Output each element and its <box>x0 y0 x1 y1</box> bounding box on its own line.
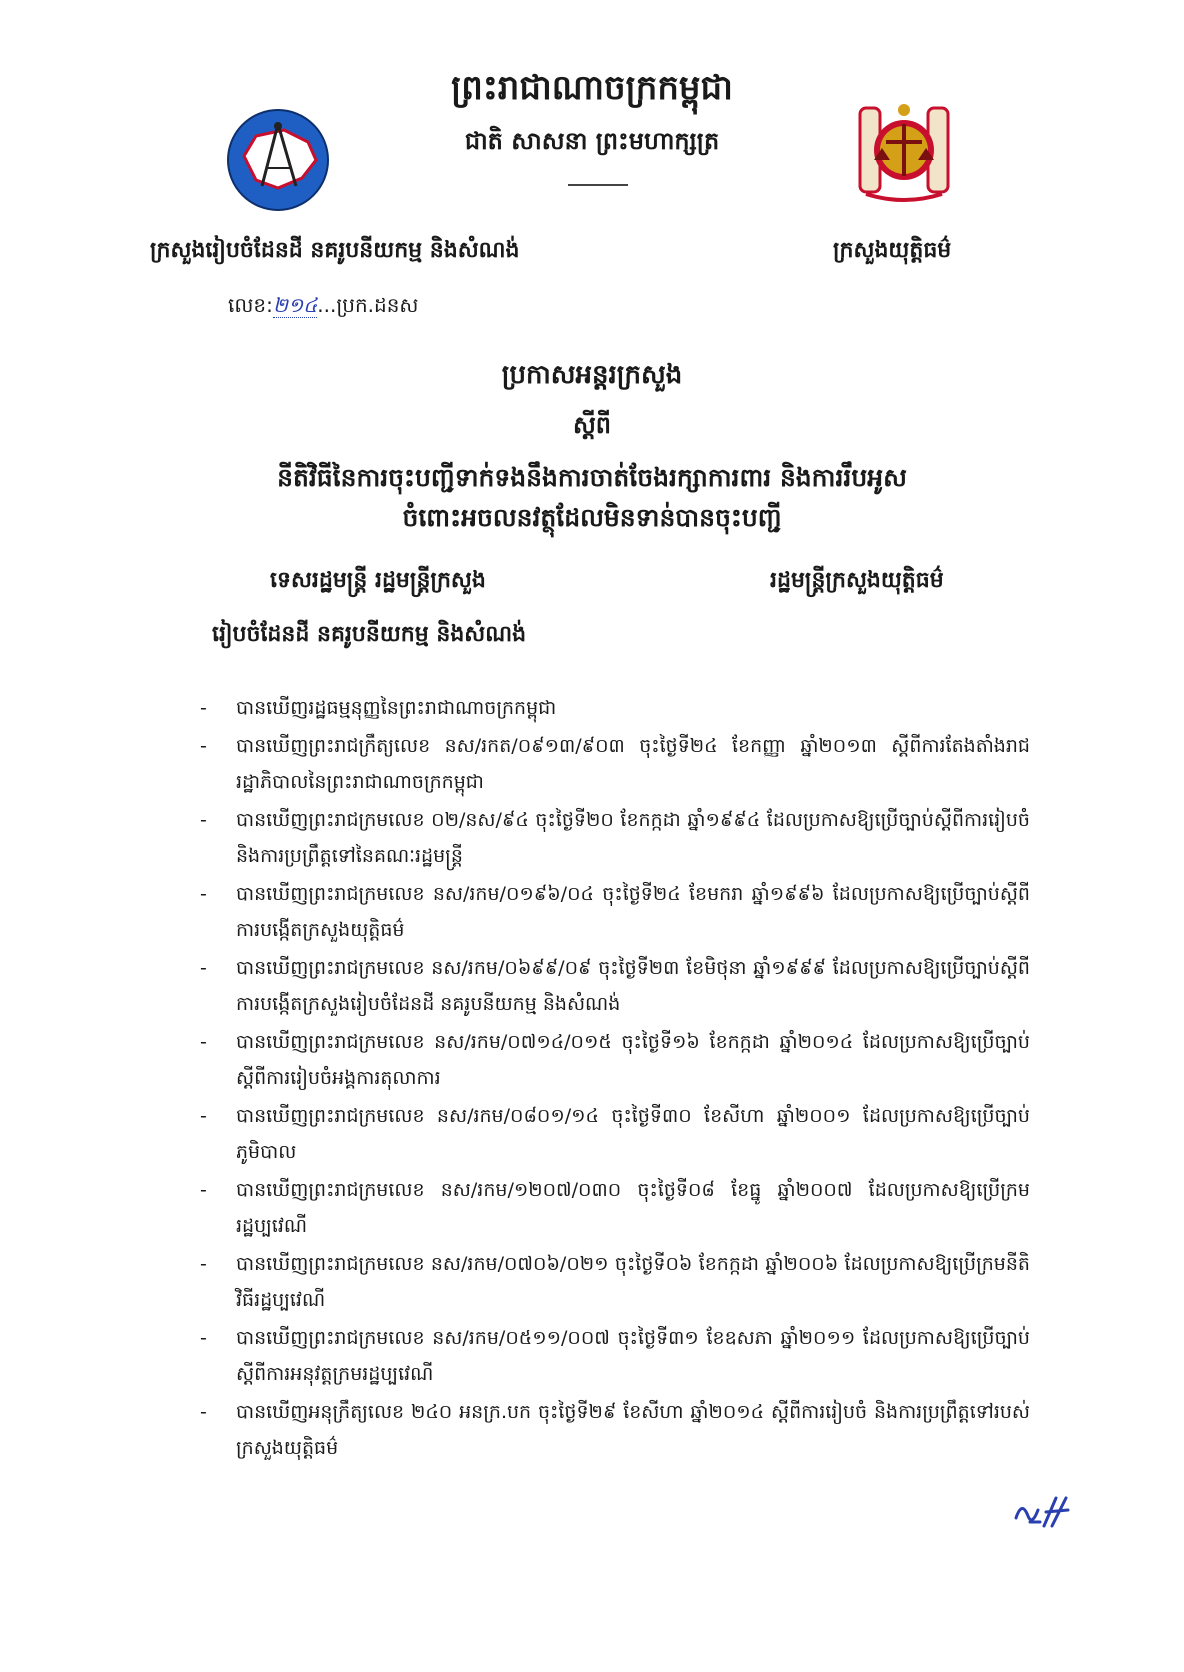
consideration-text: បានឃើញព្រះរាជក្រមលេខ នស/រកម/០៨០១/១៤ ចុះថ្ងៃទី៣០ ខែសីហា ឆ្នាំ២០០១ ដែលប្រកាសឱ្យប្រើច្បាប់ភូមិបាល <box>236 1105 1030 1163</box>
subject-line-2: ចំពោះអចលនវត្ថុដែលមិនទាន់បានចុះបញ្ជី <box>402 503 782 532</box>
document-about: ស្តីពី <box>572 411 612 439</box>
list-item <box>200 1246 1030 1318</box>
bullet-dash: - <box>200 883 207 905</box>
list-item <box>200 690 1030 726</box>
consideration-text: បានឃើញព្រះរាជក្រមលេខ នស/រកម/០៧១៤/០១៥ ចុះថ្ងៃទី១៦ ខែកក្កដា ឆ្នាំ២០១៤ ដែលប្រកាសឱ្យប្រើច្បាប់ស្តីពីការរៀបចំអង្គការតុលាការ <box>236 1031 1030 1089</box>
document-type-title: ប្រកាសអន្តរក្រសួង <box>501 360 683 390</box>
bullet-dash: - <box>200 809 207 831</box>
subject-line-1: នីតិវិធីនៃការចុះបញ្ជីទាក់ទងនឹងការចាត់ចែងរក្សាការពារ និងការរឹបអូស <box>277 463 907 492</box>
signatory-justice: រដ្ឋមន្ត្រីក្រសួងយុត្តិធម៌ <box>770 568 944 593</box>
ministry-land-name: ក្រសួងរៀបចំដែនដី នគរូបនីយកម្ម និងសំណង់ <box>150 238 520 263</box>
list-item <box>200 1098 1030 1170</box>
reference-value: ២១៤ <box>272 293 318 317</box>
list-item <box>200 728 1030 800</box>
considerations-list <box>200 690 1030 1468</box>
consideration-text: បានឃើញព្រះរាជក្រមលេខ នស/រកម/១២០៧/០៣០ ចុះថ្ងៃទី០៨ ខែធ្នូ ឆ្នាំ២០០៧ ដែលប្រកាសឱ្យប្រើក្រមរដ្ឋប្បវេណី <box>236 1179 1030 1237</box>
list-item <box>200 1394 1030 1466</box>
signatory-land-line1: ទេសរដ្ឋមន្ត្រី រដ្ឋមន្ត្រីក្រសួង <box>270 568 486 593</box>
list-item <box>200 1172 1030 1244</box>
ministry-land-logo <box>226 108 330 216</box>
list-item <box>200 876 1030 948</box>
bullet-dash: - <box>200 735 207 757</box>
list-item <box>200 1024 1030 1096</box>
national-motto: ជាតិ សាសនា ព្រះមហាក្សត្រ <box>464 127 720 155</box>
consideration-text: បានឃើញព្រះរាជក្រមលេខ នស/រកម/០១៩៦/០៤ ចុះថ្ងៃទី២៤ ខែមករា ឆ្នាំ១៩៩៦ ដែលប្រកាសឱ្យប្រើច្បាប់ស្តីពីការបង្កើតក្រសួងយុត្តិធម៌ <box>236 883 1030 941</box>
signatory-land-line2: រៀបចំដែនដី នគរូបនីយកម្ម និងសំណង់ <box>212 622 527 647</box>
bullet-dash: - <box>200 957 207 979</box>
bullet-dash: - <box>200 1105 207 1127</box>
bullet-dash: - <box>200 1253 207 1275</box>
reference-prefix: លេខ: <box>228 293 273 317</box>
ministry-justice-name: ក្រសួងយុត្តិធម៌ <box>833 238 952 263</box>
consideration-text: បានឃើញព្រះរាជក្រមលេខ នស/រកម/០៦៩៩/០៩ ចុះថ្ងៃទី២៣ ខែមិថុនា ឆ្នាំ១៩៩៩ ដែលប្រកាសឱ្យប្រើច្បាប់ស្តីពីការបង្កើតក្រសួងរៀបចំដែនដី នគរូបនីយកម្ម និងសំណង់ <box>236 957 1030 1015</box>
document-subject <box>0 458 1184 538</box>
consideration-text: បានឃើញរដ្ឋធម្មនុញ្ញនៃព្រះរាជាណាចក្រកម្ពុជា <box>236 697 557 719</box>
list-item <box>200 802 1030 874</box>
consideration-text: បានឃើញព្រះរាជក្រមលេខ នស/រកម/០៥១១/០០៧ ចុះថ្ងៃទី៣១ ខែឧសភា ឆ្នាំ២០១១ ដែលប្រកាសឱ្យប្រើច្បាប់ស្តីពីការអនុវត្តក្រមរដ្ឋប្បវេណី <box>236 1327 1030 1385</box>
bullet-dash: - <box>200 1401 207 1423</box>
handwritten-initials <box>1010 1492 1074 1536</box>
list-item <box>200 1320 1030 1392</box>
bullet-dash: - <box>200 1031 207 1053</box>
consideration-text: បានឃើញព្រះរាជក្រឹត្យលេខ នស/រកត/០៩១៣/៩០៣ ចុះថ្ងៃទី២៤ ខែកញ្ញា ឆ្នាំ២០១៣ ស្តីពីការតែងតាំងរាជរដ្ឋាភិបាលនៃព្រះរាជាណាចក្រកម្ពុជា <box>236 735 1030 793</box>
ornament-divider <box>568 184 628 186</box>
consideration-text: បានឃើញព្រះរាជក្រមលេខ ០២/នស/៩៤ ចុះថ្ងៃទី២០ ខែកក្កដា ឆ្នាំ១៩៩៤ ដែលប្រកាសឱ្យប្រើច្បាប់ស្តីពីការរៀបចំនិងការប្រព្រឹត្តទៅនៃគណៈរដ្ឋមន្ត្រី <box>236 809 1030 867</box>
consideration-text: បានឃើញអនុក្រឹត្យលេខ ២៤០ អនក្រ.បក ចុះថ្ងៃទី២៩ ខែសីហា ឆ្នាំ២០១៤ ស្តីពីការរៀបចំ និងការប្រព្រឹត្តទៅរបស់ក្រសួងយុត្តិធម៌ <box>236 1401 1030 1459</box>
bullet-dash: - <box>200 697 207 719</box>
consideration-text: បានឃើញព្រះរាជក្រមលេខ នស/រកម/០៧០៦/០២១ ចុះថ្ងៃទី០៦ ខែកក្កដា ឆ្នាំ២០០៦ ដែលប្រកាសឱ្យប្រើក្រមនីតិវិធីរដ្ឋប្បវេណី <box>236 1253 1030 1311</box>
reference-number <box>228 292 418 322</box>
list-item <box>200 950 1030 1022</box>
reference-suffix: ...ប្រក.ដនស <box>317 293 419 317</box>
bullet-dash: - <box>200 1327 207 1349</box>
bullet-dash: - <box>200 1179 207 1201</box>
kingdom-title: ព្រះរាជាណាចក្រកម្ពុជា <box>451 68 733 108</box>
